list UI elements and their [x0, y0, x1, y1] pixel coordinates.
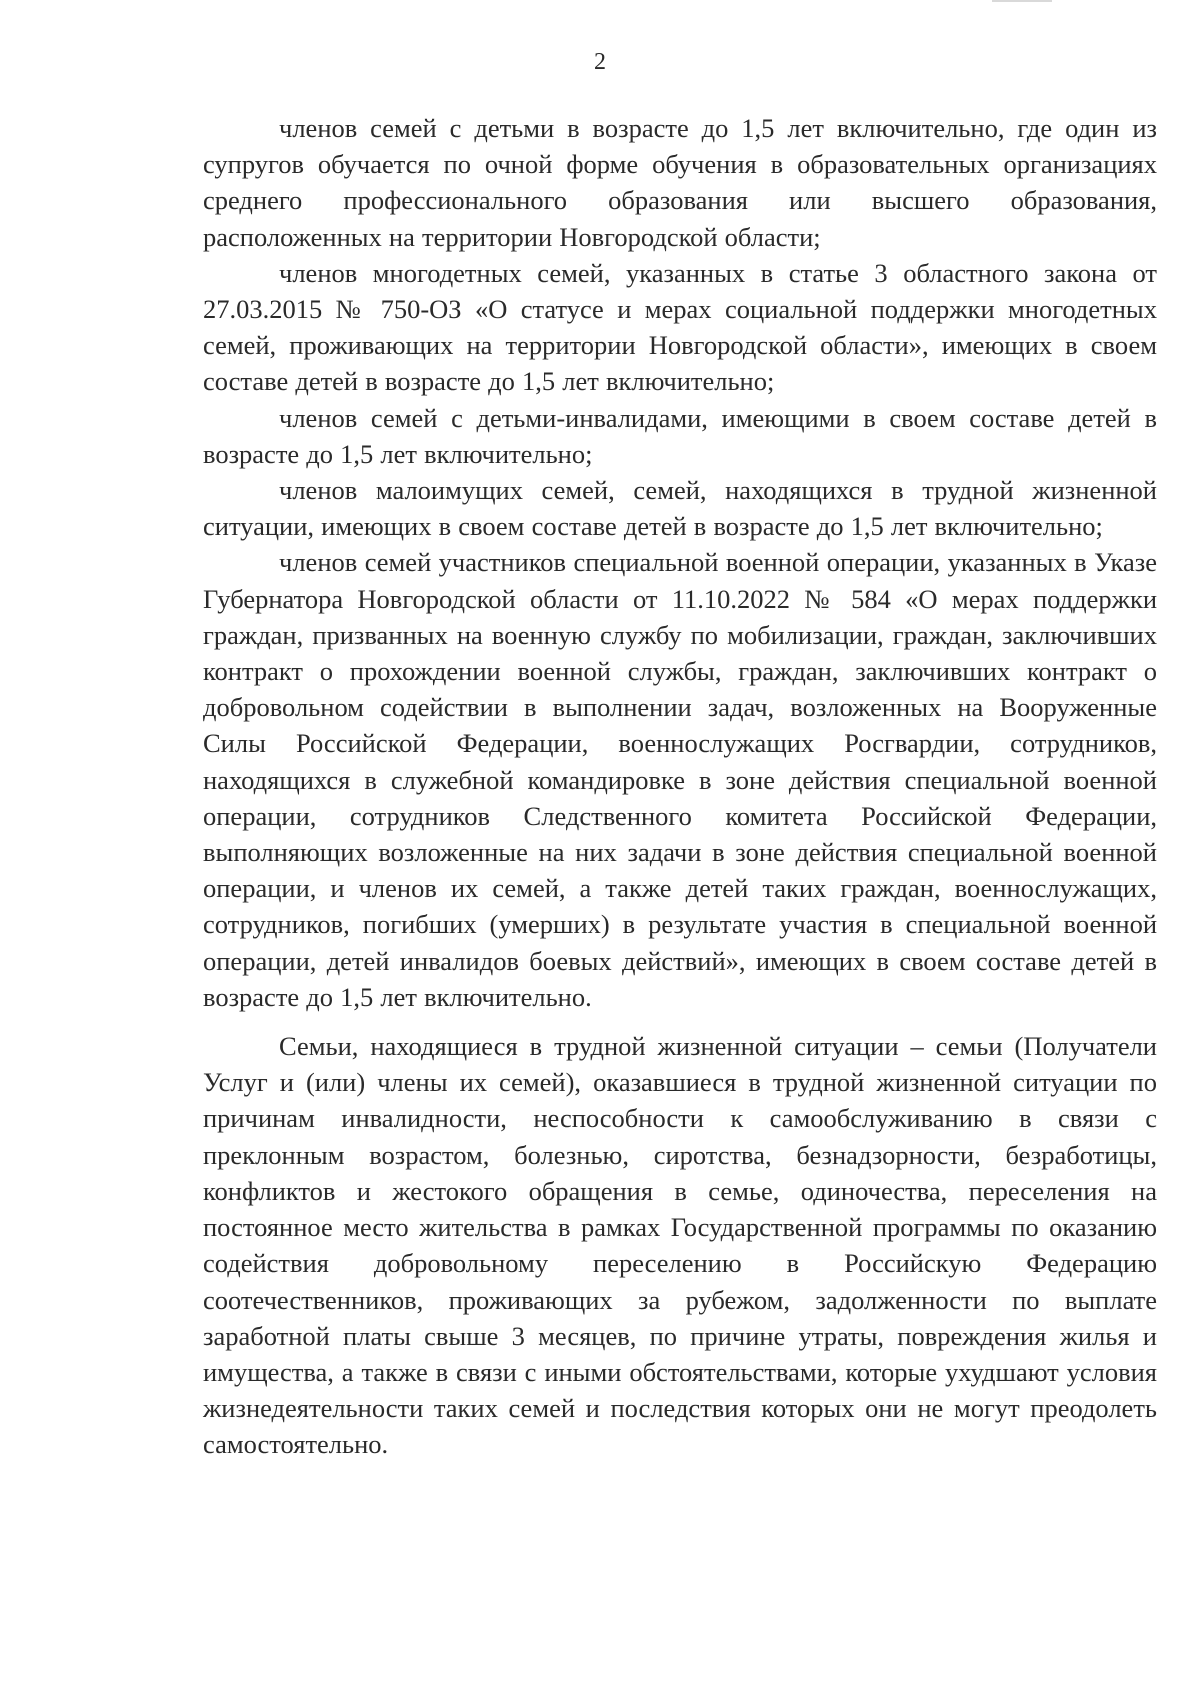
paragraph-disabled-children-families: членов семей с детьми-инвалидами, имеющими в своем составе детей в возрасте до 1,5 лет включительно;	[203, 402, 1157, 469]
paragraph-svo-participants-families: членов семей участников специальной военной операции, указанных в Указе Губернатора Новгородской области от 11.10.2022 № 584 «О мерах поддержки граждан, призванных на военную службу по мобилизации, граждан, заключивших контракт о прохождении военной службы, граждан, заключивших контракт о добровольном содействии в выполнении задач, возложенных на Вооруженные Силы Российской Федерации, военнослужащих Росгвардии, сотрудников, находящихся в служебной командировке в зоне действия специальной военной операции, сотрудников Следственного комитета Российской Федерации, выполняющих возложенные на них задачи в зоне действия специальной военной операции, и членов их семей, а также детей таких граждан, военнослужащих, сотрудников, погибших (умерших) в результате участия в специальной военной операции, детей инвалидов боевых действий», имеющих в своем составе детей в возрасте до 1,5 лет включительно.	[203, 547, 1157, 1012]
paragraph-difficult-situation-definition: Семьи, находящиеся в трудной жизненной ситуации – семьи (Получатели Услуг и (или) члены их семей), оказавшиеся в трудной жизненной ситуации по причинам инвалидности, неспособности к самообслуживанию в связи с преклонным возрастом, болезнью, сиротства, безнадзорности, безработицы, конфликтов и жестокого обращения в семье, одиночества, переселения на постоянное место жительства в рамках Государственной программы по оказанию содействия добровольному переселению в Российскую Федерацию соотечественников, проживающих за рубежом, задолженности по выплате заработной платы свыше 3 месяцев, по причине утраты, повреждения жилья и имущества, а также в связи с иными обстоятельствами, которые ухудшают условия жизнедеятельности таких семей и последствия которых они не могут преодолеть самостоятельно.	[203, 1031, 1157, 1460]
paragraph-low-income-families: членов малоимущих семей, семей, находящихся в трудной жизненной ситуации, имеющих в своем составе детей в возрасте до 1,5 лет включительно;	[203, 475, 1157, 542]
document-body	[203, 110, 1157, 1463]
page-number: 2	[594, 49, 606, 75]
paragraph-students-families: членов семей с детьми в возрасте до 1,5 лет включительно, где один из супругов обучается по очной форме обучения в образовательных организациях среднего профессионального образования или высшего образования, расположенных на территории Новгородской области;	[203, 113, 1157, 252]
paragraph-large-families: членов многодетных семей, указанных в статье 3 областного закона от 27.03.2015 № 750-ОЗ «О статусе и мерах социальной поддержки многодетных семей, проживающих на территории Новгородской области», имеющих в своем составе детей в возрасте до 1,5 лет включительно;	[203, 257, 1157, 397]
scan-edge-mark	[992, 0, 1052, 2]
